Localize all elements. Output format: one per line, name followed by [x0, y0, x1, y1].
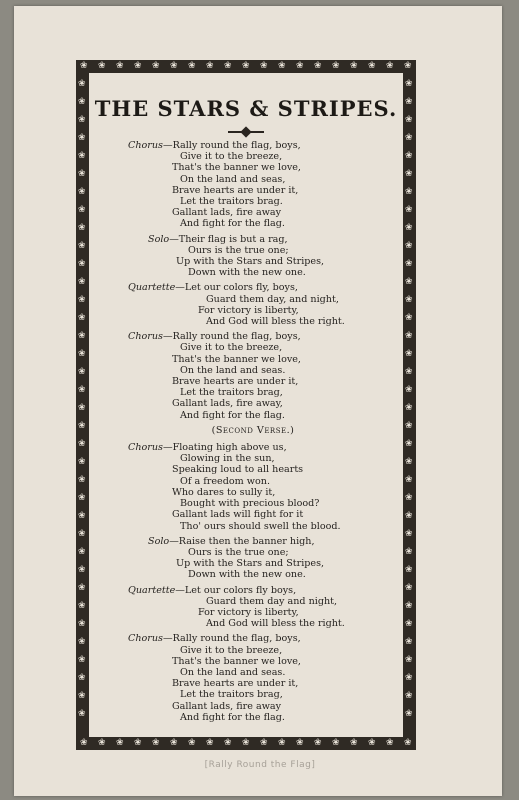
border-flourish-icon: ❀: [260, 738, 268, 748]
border-flourish-icon: ❀: [78, 475, 86, 485]
border-flourish-icon: ❀: [78, 313, 86, 323]
border-flourish-icon: ❀: [188, 738, 196, 748]
border-flourish-icon: ❀: [405, 403, 413, 413]
border-flourish-icon: ❀: [278, 738, 286, 748]
lyric-line: And fight for the flag.: [180, 409, 285, 421]
border-flourish-icon: ❀: [405, 205, 413, 215]
lyric-line: Brave hearts are under it,: [172, 376, 299, 388]
stanza: [128, 585, 368, 630]
border-flourish-icon: ❀: [152, 738, 160, 748]
border-flourish-icon: ❀: [152, 61, 160, 71]
lyric-line: Glowing in the sun,: [180, 453, 275, 465]
border-flourish-icon: ❀: [78, 115, 86, 125]
lyric-line: [128, 282, 368, 293]
border-flourish-icon: ❀: [78, 259, 86, 269]
lyric-line: Speaking loud to all hearts: [172, 464, 304, 476]
lyric-line: On the land and seas,: [180, 173, 286, 185]
lyric-text: —Rally round the flag, boys,: [162, 633, 301, 645]
border-flourish-icon: ❀: [350, 738, 358, 748]
border-flourish-icon: ❀: [405, 421, 413, 431]
lyric-line: For victory is liberty,: [198, 606, 299, 618]
singer-role: Chorus: [128, 331, 163, 343]
border-flourish-icon: ❀: [368, 61, 376, 71]
border-flourish-icon: ❀: [78, 277, 86, 287]
border-flourish-icon: ❀: [405, 547, 413, 557]
border-flourish-icon: ❀: [116, 738, 124, 748]
border-flourish-icon: ❀: [405, 79, 413, 89]
lyric-line: [128, 633, 368, 644]
lyric-line: And God will bless the right.: [206, 618, 345, 630]
lyric-line: And fight for the flag.: [180, 218, 285, 230]
border-flourish-icon: ❀: [405, 691, 413, 701]
border-flourish-icon: ❀: [78, 565, 86, 575]
border-flourish-icon: ❀: [405, 619, 413, 629]
border-flourish-icon: ❀: [78, 205, 86, 215]
border-flourish-icon: ❀: [78, 223, 86, 233]
border-flourish-icon: ❀: [405, 655, 413, 665]
border-flourish-icon: ❀: [78, 583, 86, 593]
border-flourish-icon: ❀: [405, 385, 413, 395]
lyric-line: That's the banner we love,: [172, 655, 301, 667]
lyric-line: Who dares to sully it,: [172, 486, 276, 498]
lyric-line: That's the banner we love,: [172, 353, 301, 365]
lyric-line: Down with the new one.: [188, 569, 306, 581]
lyric-line: On the land and seas.: [180, 666, 286, 678]
lyric-line: Gallant lads, fire away,: [172, 398, 283, 410]
border-flourish-icon: ❀: [405, 457, 413, 467]
border-flourish-icon: ❀: [242, 738, 250, 748]
lyric-line: [128, 140, 368, 151]
border-flourish-icon: ❀: [404, 61, 412, 71]
border-flourish-icon: ❀: [296, 738, 304, 748]
lyric-line: Let the traitors brag,: [180, 689, 283, 701]
border-flourish-icon: ❀: [78, 691, 86, 701]
second-verse: [128, 442, 368, 723]
border-flourish-icon: ❀: [80, 738, 88, 748]
border-flourish-icon: ❀: [78, 367, 86, 377]
border-flourish-icon: ❀: [98, 61, 106, 71]
border-flourish-icon: ❀: [224, 738, 232, 748]
border-flourish-icon: ❀: [78, 601, 86, 611]
border-flourish-icon: ❀: [332, 738, 340, 748]
lyric-text: —Raise then the banner high,: [169, 535, 315, 547]
lyric-line: Up with the Stars and Stripes,: [176, 256, 325, 268]
lyric-line: Brave hearts are under it,: [172, 678, 299, 690]
border-flourish-icon: ❀: [170, 61, 178, 71]
border-flourish-icon: ❀: [78, 547, 86, 557]
border-flourish-icon: ❀: [78, 529, 86, 539]
border-flourish-icon: ❀: [78, 619, 86, 629]
border-flourish-icon: ❀: [78, 295, 86, 305]
stanza: [128, 331, 368, 421]
border-flourish-icon: ❀: [78, 439, 86, 449]
border-flourish-icon: ❀: [405, 475, 413, 485]
border-flourish-icon: ❀: [405, 529, 413, 539]
lyric-text: —Let our colors fly boys,: [175, 584, 297, 596]
pencil-annotation: [Rally Round the Flag]: [204, 760, 316, 770]
border-flourish-icon: ❀: [78, 655, 86, 665]
border-flourish-icon: ❀: [78, 637, 86, 647]
border-flourish-icon: ❀: [260, 61, 268, 71]
lyric-line: Ours is the true one;: [188, 546, 289, 558]
border-flourish-icon: ❀: [405, 511, 413, 521]
lyric-line: Let the traitors brag.: [180, 196, 283, 208]
lyric-line: And God will bless the right.: [206, 316, 345, 328]
lyric-line: That's the banner we love,: [172, 162, 301, 174]
stanza: [128, 140, 368, 230]
lyric-text: —Their flag is but a rag,: [169, 233, 288, 245]
border-flourish-icon: ❀: [404, 738, 412, 748]
border-flourish-icon: ❀: [296, 61, 304, 71]
border-flourish-icon: ❀: [206, 738, 214, 748]
singer-role: Quartette: [128, 584, 176, 596]
stanza: [128, 282, 368, 327]
border-flourish-icon: ❀: [405, 565, 413, 575]
border-flourish-icon: ❀: [78, 349, 86, 359]
border-flourish-icon: ❀: [405, 583, 413, 593]
song-lyrics: [128, 140, 368, 727]
border-flourish-icon: ❀: [78, 331, 86, 341]
border-flourish-icon: ❀: [78, 421, 86, 431]
border-flourish-icon: ❀: [405, 187, 413, 197]
lyric-line: Gallant lads, fire away: [172, 700, 282, 712]
border-flourish-icon: ❀: [78, 385, 86, 395]
border-flourish-icon: ❀: [78, 709, 86, 719]
lyric-line: Give it to the breeze,: [180, 644, 283, 656]
border-flourish-icon: ❀: [386, 738, 394, 748]
singer-role: Quartette: [128, 282, 176, 294]
border-flourish-icon: ❀: [405, 169, 413, 179]
lyric-line: [128, 585, 368, 596]
border-flourish-icon: ❀: [78, 151, 86, 161]
lyric-line: Tho' ours should swell the blood.: [180, 520, 341, 532]
border-flourish-icon: ❀: [78, 187, 86, 197]
singer-role: Solo: [148, 233, 170, 245]
lyric-line: Let the traitors brag,: [180, 387, 283, 399]
border-flourish-icon: ❀: [78, 403, 86, 413]
stanza: [128, 442, 368, 532]
lyric-line: [128, 331, 368, 342]
border-flourish-icon: ❀: [134, 738, 142, 748]
lyric-line: And fight for the flag.: [180, 711, 285, 723]
second-verse-heading: (Second Verse.): [211, 424, 295, 436]
lyric-line: Guard them day, and night,: [206, 293, 339, 305]
border-flourish-icon: ❀: [78, 97, 86, 107]
lyric-line: Bought with precious blood?: [180, 498, 320, 510]
border-flourish-icon: ❀: [405, 709, 413, 719]
border-flourish-icon: ❀: [314, 61, 322, 71]
border-flourish-icon: ❀: [116, 61, 124, 71]
border-flourish-icon: ❀: [405, 223, 413, 233]
lyric-text: —Let our colors fly, boys,: [175, 282, 298, 294]
border-flourish-icon: ❀: [78, 493, 86, 503]
border-flourish-icon: ❀: [405, 97, 413, 107]
border-flourish-icon: ❀: [368, 738, 376, 748]
border-flourish-icon: ❀: [405, 151, 413, 161]
lyric-line: Of a freedom won.: [180, 475, 271, 487]
border-flourish-icon: ❀: [332, 61, 340, 71]
lyric-line: Up with the Stars and Stripes,: [176, 558, 325, 570]
border-flourish-icon: ❀: [78, 79, 86, 89]
lyric-line: Give it to the breeze,: [180, 342, 283, 354]
border-flourish-icon: ❀: [278, 61, 286, 71]
border-flourish-icon: ❀: [405, 133, 413, 143]
border-flourish-icon: ❀: [242, 61, 250, 71]
border-flourish-icon: ❀: [405, 259, 413, 269]
border-flourish-icon: ❀: [188, 61, 196, 71]
border-flourish-icon: ❀: [206, 61, 214, 71]
singer-role: Chorus: [128, 442, 163, 454]
lyric-line: [128, 234, 368, 245]
stanza: [128, 633, 368, 723]
border-flourish-icon: ❀: [405, 115, 413, 125]
lyric-line: Ours is the true one;: [188, 244, 289, 256]
border-flourish-icon: ❀: [170, 738, 178, 748]
border-flourish-icon: ❀: [98, 738, 106, 748]
singer-role: Chorus: [128, 140, 163, 151]
border-flourish-icon: ❀: [405, 331, 413, 341]
border-flourish-icon: ❀: [78, 169, 86, 179]
border-flourish-icon: ❀: [405, 313, 413, 323]
lyric-text: —Floating high above us,: [162, 442, 287, 454]
lyric-line: For victory is liberty,: [198, 304, 299, 316]
border-flourish-icon: ❀: [405, 601, 413, 611]
border-flourish-icon: ❀: [386, 61, 394, 71]
lyric-line: Give it to the breeze,: [180, 151, 283, 163]
border-flourish-icon: ❀: [405, 367, 413, 377]
border-flourish-icon: ❀: [78, 241, 86, 251]
stanza: [128, 536, 368, 581]
border-flourish-icon: ❀: [405, 349, 413, 359]
song-title: THE STARS & STRIPES.: [94, 96, 398, 121]
border-flourish-icon: ❀: [405, 439, 413, 449]
border-flourish-icon: ❀: [224, 61, 232, 71]
lyric-line: Guard them day and night,: [206, 595, 338, 607]
singer-role: Solo: [148, 535, 170, 547]
stanza: [128, 234, 368, 279]
border-flourish-icon: ❀: [350, 61, 358, 71]
border-flourish-icon: ❀: [78, 511, 86, 521]
border-flourish-icon: ❀: [405, 493, 413, 503]
lyric-text: —Rally round the flag, boys,: [162, 140, 301, 151]
border-flourish-icon: ❀: [314, 738, 322, 748]
lyric-line: Brave hearts are under it,: [172, 184, 299, 196]
border-flourish-icon: ❀: [405, 241, 413, 251]
border-flourish-icon: ❀: [405, 637, 413, 647]
border-flourish-icon: ❀: [78, 673, 86, 683]
title-flourish: [228, 131, 264, 133]
border-flourish-icon: ❀: [405, 673, 413, 683]
lyric-line: Gallant lads, fire away: [172, 207, 282, 219]
singer-role: Chorus: [128, 633, 163, 645]
lyric-line: Down with the new one.: [188, 267, 306, 279]
lyric-line: Gallant lads will fight for it: [172, 509, 304, 521]
lyric-line: On the land and seas.: [180, 364, 286, 376]
border-flourish-icon: ❀: [405, 277, 413, 287]
lyric-line: [128, 442, 368, 453]
border-flourish-icon: ❀: [78, 133, 86, 143]
first-verse: [128, 140, 368, 421]
lyric-text: —Rally round the flag, boys,: [162, 331, 301, 343]
border-flourish-icon: ❀: [134, 61, 142, 71]
border-flourish-icon: ❀: [80, 61, 88, 71]
lyric-line: [128, 536, 368, 547]
border-flourish-icon: ❀: [78, 457, 86, 467]
border-flourish-icon: ❀: [405, 295, 413, 305]
